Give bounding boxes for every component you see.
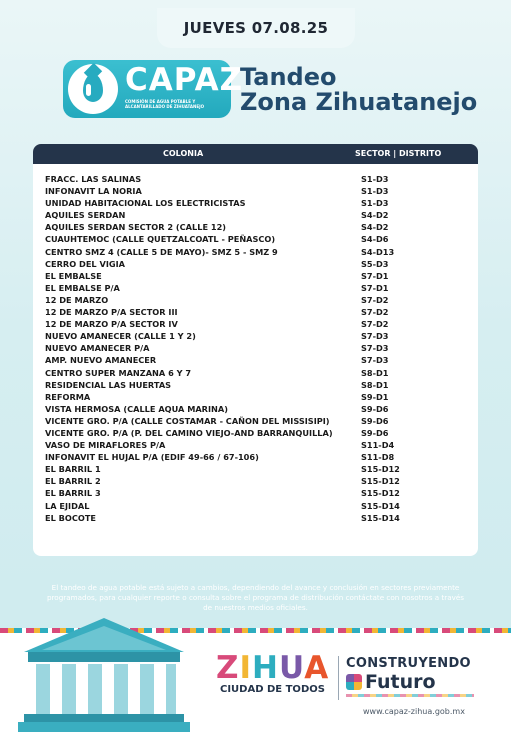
table-row [33,294,478,306]
cell-colonia: EL BARRIL 2 [45,476,101,487]
table-row [33,512,478,524]
cell-colonia: EL BARRIL 3 [45,488,101,499]
cell-colonia: AQUILES SERDAN [45,210,126,221]
cell-sector: S8-D1 [361,379,389,390]
schedule-table [33,144,478,556]
table-row [33,379,478,391]
cell-sector: S4-D13 [361,246,395,257]
cell-colonia: VICENTE GRO. P/A (CALLE COSTAMAR - CAÑON DEL MISSISIPI) [45,415,330,426]
table-row [33,197,478,209]
cell-sector: S9-D6 [361,415,389,426]
table-row [33,403,478,415]
cell-colonia: CENTRO SUPER MANZANA 6 Y 7 [45,367,192,378]
cell-colonia: 12 DE MARZO P/A SECTOR IV [45,319,178,330]
cell-colonia: INFONAVIT LA NORIA [45,186,142,197]
cell-colonia: AMP. NUEVO AMANECER [45,355,157,366]
cell-sector: S7-D2 [361,307,389,318]
cell-sector: S7-D2 [361,294,389,305]
date-tab [157,8,355,48]
table-row [33,258,478,270]
disclaimer-note: El tandeo de agua potable está sujeto a cambios, dependiendo del avance y conclusión en sectores previamente programados, para cualquier reporte o consulta sobre el programa de distribución contáctate con nosotros a través de nuestros medios oficiales. [46,583,465,612]
table-row [33,209,478,221]
cell-sector: S7-D2 [361,319,389,330]
cell-sector: S7-D1 [361,270,389,281]
cell-sector: S1-D3 [361,174,389,184]
cell-colonia: UNIDAD HABITACIONAL LOS ELECTRICISTAS [45,198,246,209]
cell-sector: S9-D6 [361,427,389,438]
table-row [33,233,478,245]
cell-colonia: FRACC. LAS SALINAS [45,174,142,184]
cell-sector: S4-D2 [361,222,389,233]
page-title-line2: Zona Zihuatanejo [240,88,478,116]
cell-colonia: EL EMBALSE [45,270,102,281]
water-drop-icon [68,64,118,114]
cell-colonia: 12 DE MARZO P/A SECTOR III [45,307,178,318]
cell-sector: S15-D14 [361,512,400,523]
cell-colonia: VASO DE MIRAFLORES P/A [45,440,166,451]
cell-sector: S9-D1 [361,391,389,402]
cell-sector: S4-D2 [361,210,389,221]
table-row [33,427,478,439]
page-title-line1: Tandeo [240,63,337,91]
cell-sector: S9-D6 [361,403,389,414]
table-row [33,282,478,294]
cell-sector: S8-D1 [361,367,389,378]
table-row [33,185,478,197]
cell-colonia: NUEVO AMANECER P/A [45,343,150,354]
cell-colonia: 12 DE MARZO [45,294,109,305]
table-row [33,246,478,258]
cell-sector: S1-D3 [361,198,389,209]
table-row [33,391,478,403]
cell-colonia: EL EMBALSE P/A [45,282,120,293]
table-row [33,330,478,342]
cell-colonia: RESIDENCIAL LAS HUERTAS [45,379,172,390]
construyendo-label: CONSTRUYENDO [346,656,471,671]
table-header [33,144,478,164]
cell-colonia: INFONAVIT EL HUJAL P/A (EDIF 49-66 / 67-106) [45,452,259,463]
table-row [33,439,478,451]
cell-colonia: CUAUHTEMOC (CALLE QUETZALCOATL - PEÑASCO) [45,234,276,245]
cell-sector: S4-D6 [361,234,389,245]
table-row [33,221,478,233]
table-row [33,367,478,379]
cell-colonia: VICENTE GRO. P/A (P. DEL CAMINO VIEJO-AND BARRANQUILLA) [45,427,333,438]
cell-sector: S1-D3 [361,186,389,197]
cell-sector: S7-D3 [361,331,389,342]
cell-sector: S7-D3 [361,355,389,366]
zihua-logo: ZIHUA [216,650,330,686]
cell-sector: S11-D4 [361,440,395,451]
cell-colonia: REFORMA [45,391,91,402]
website-url[interactable]: www.capaz-zihua.gob.mx [363,707,465,716]
table-row [33,318,478,330]
cell-sector: S15-D12 [361,464,400,475]
temple-illustration-icon [14,612,194,732]
cell-colonia: NUEVO AMANECER (CALLE 1 Y 2) [45,331,196,342]
cell-sector: S15-D12 [361,488,400,499]
cell-sector: S15-D14 [361,500,400,511]
table-row [33,463,478,475]
table-row [33,475,478,487]
table-row [33,451,478,463]
table-row [33,342,478,354]
cell-sector: S11-D8 [361,452,395,463]
cell-sector: S15-D12 [361,476,400,487]
table-row [33,415,478,427]
table-row [33,354,478,366]
cell-colonia: LA EJIDAL [45,500,90,511]
logo-name: CAPAZ [125,62,244,98]
column-header-colonia: COLONIA [163,149,204,158]
cell-colonia: CERRO DEL VIGIA [45,258,125,269]
logo-subtitle: COMISIÓN DE AGUA POTABLE Y ALCANTARILLADO DE ZIHUATANEJO [125,99,204,109]
table-row [33,173,478,185]
logo-divider [338,656,339,700]
cell-colonia: VISTA HERMOSA (CALLE AQUA MARINA) [45,403,228,414]
cell-colonia: CENTRO SMZ 4 (CALLE 5 DE MAYO)- SMZ 5 - SMZ 9 [45,246,278,257]
table-row [33,500,478,512]
column-header-sector: SECTOR | DISTRITO [355,149,442,158]
futuro-logo-icon [346,674,362,690]
table-row [33,270,478,282]
date-label: JUEVES 07.08.25 [183,19,329,37]
cell-colonia: EL BOCOTE [45,512,97,523]
cell-sector: S7-D1 [361,282,389,293]
cell-colonia: EL BARRIL 1 [45,464,101,475]
cell-sector: S7-D3 [361,343,389,354]
table-row [33,306,478,318]
table-row [33,487,478,499]
futuro-label: Futuro [365,671,436,693]
ciudad-de-todos: CIUDAD DE TODOS [220,684,325,695]
decorative-line [346,694,474,697]
table-body [33,173,478,524]
cell-sector: S5-D3 [361,258,389,269]
capaz-logo [63,60,244,118]
cell-colonia: AQUILES SERDAN SECTOR 2 (CALLE 12) [45,222,227,233]
